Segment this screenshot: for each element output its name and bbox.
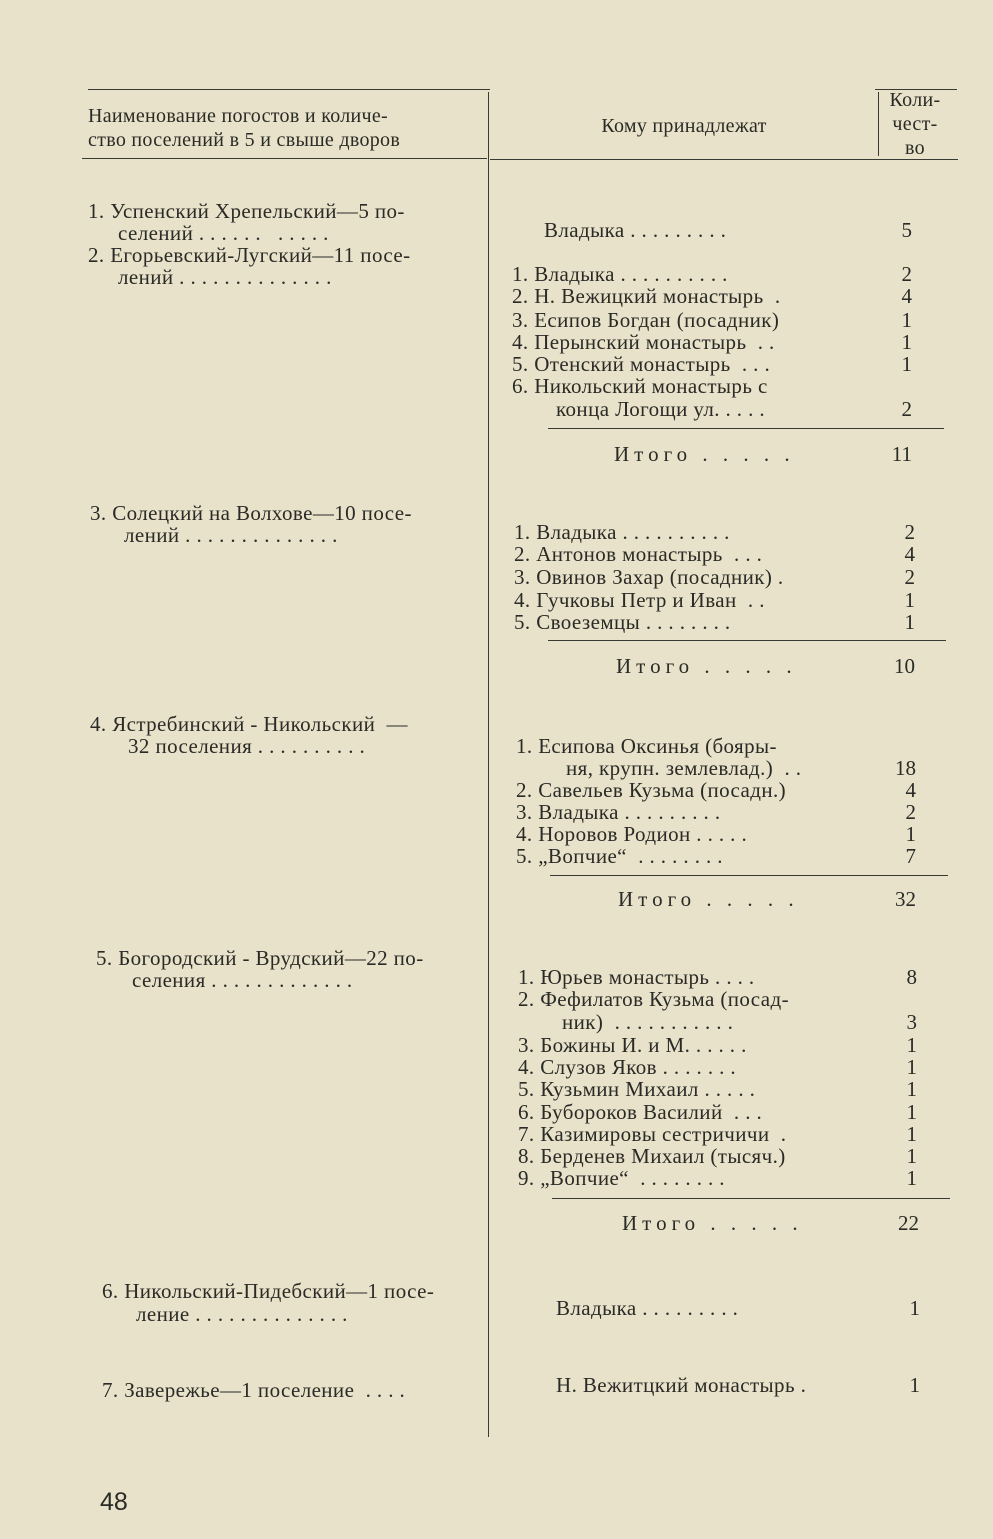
total-3: 10	[894, 654, 915, 678]
count-4-2: 4	[905, 778, 916, 802]
count-2-3: 1	[901, 308, 912, 332]
owner-5-6: 6. Бубороков Василий . . .	[518, 1100, 763, 1124]
total-label-3: Итого . . . . .	[616, 654, 797, 678]
header-col-pogost	[88, 104, 486, 152]
owner-6: Владыка . . . . . . . . .	[556, 1296, 739, 1320]
count-3-4: 1	[904, 588, 915, 612]
count-5-6: 1	[906, 1100, 917, 1124]
page-number: 48	[100, 1488, 128, 1516]
total-label-5: Итого . . . . .	[622, 1211, 803, 1235]
owner-5-8: 8. Берденев Михаил (тысяч.)	[518, 1144, 786, 1168]
owner-4-2: 2. Савельев Кузьма (посадн.)	[516, 778, 787, 802]
owner-5-9: 9. „Вопчие“ . . . . . . . .	[518, 1166, 725, 1190]
pogost-1-line1: 1. Успенский Хрепельский—5 по-	[88, 199, 405, 223]
total-rule-3	[548, 640, 946, 641]
count-5-9: 1	[906, 1166, 917, 1190]
owner-5-2-line1: 2. Фефилатов Кузьма (посад-	[518, 987, 789, 1011]
pogost-3-line1: 3. Солецкий на Волхове—10 посе-	[90, 501, 412, 525]
owner-4-1-line2: ня, крупн. землевлад.) . .	[566, 756, 802, 780]
header-col-count-line3: во	[905, 137, 925, 159]
owner-4-1-line1: 1. Есипова Оксинья (бояры-	[516, 734, 777, 758]
owner-2-3: 3. Есипов Богдан (посадник)	[512, 308, 780, 332]
owner-2-2: 2. Н. Вежицкий монастырь .	[512, 284, 781, 308]
header-col-pogost-line1: Наименование погостов и количе-	[88, 105, 389, 127]
total-label-4: Итого . . . . .	[618, 887, 799, 911]
owner-2-5: 5. Отенский монастырь . . .	[512, 352, 771, 376]
header-col-pogost-line2: ство поселений в 5 и свыше дворов	[88, 129, 401, 151]
header-bottom-rule	[82, 158, 487, 159]
count-6: 1	[909, 1296, 920, 1320]
pogost-2-line2: лений . . . . . . . . . . . . . .	[118, 265, 332, 289]
count-3-2: 4	[904, 542, 915, 566]
column-divider-2	[878, 92, 879, 156]
count-5-3: 1	[906, 1033, 917, 1057]
count-5-2: 3	[906, 1010, 917, 1034]
owner-4-4: 4. Норовов Родион . . . . .	[516, 822, 748, 846]
owner-5-7: 7. Казимировы сестричичи .	[518, 1122, 787, 1146]
pogost-5-line1: 5. Богородский - Врудский—22 по-	[96, 946, 424, 970]
total-rule-2	[548, 428, 944, 429]
pogost-4-line2: 32 поселения . . . . . . . . . .	[128, 734, 366, 758]
header-top-rule	[88, 89, 490, 90]
owner-5-2-line2: ник) . . . . . . . . . . .	[562, 1010, 734, 1034]
owner-3-1: 1. Владыка . . . . . . . . . .	[514, 520, 730, 544]
pogost-6-line2: ление . . . . . . . . . . . . . .	[136, 1302, 348, 1326]
count-5-1: 8	[906, 965, 917, 989]
count-5-8: 1	[906, 1144, 917, 1168]
count-4-1: 18	[895, 756, 916, 780]
count-5-4: 1	[906, 1055, 917, 1079]
header-col-count-line1: Коли-	[889, 89, 941, 111]
total-label-2: Итого . . . . .	[614, 442, 795, 466]
total-5: 22	[898, 1211, 919, 1235]
count-1: 5	[901, 218, 912, 242]
column-divider-1	[488, 92, 489, 1437]
owner-4-5: 5. „Вопчие“ . . . . . . . .	[516, 844, 723, 868]
pogost-7: 7. Заверeжье—1 поселение . . . .	[102, 1378, 406, 1402]
count-3-1: 2	[904, 520, 915, 544]
count-4-4: 1	[905, 822, 916, 846]
pogost-4-line1: 4. Ястребинский - Никольский —	[90, 712, 408, 736]
pogost-2-line1: 2. Егорьевский-Лугский—11 посе-	[88, 243, 411, 267]
header-col-count	[880, 88, 950, 160]
pogost-3-line2: лений . . . . . . . . . . . . . .	[124, 523, 338, 547]
count-2-1: 2	[901, 262, 912, 286]
owner-2-4: 4. Перынский монастырь . .	[512, 330, 775, 354]
pogost-6-line1: 6. Никольский-Пидебский—1 посе-	[102, 1279, 435, 1303]
owner-3-4: 4. Гучковы Петр и Иван . .	[514, 588, 765, 612]
owner-3-2: 2. Антонов монастырь . . .	[514, 542, 763, 566]
count-3-5: 1	[904, 610, 915, 634]
count-4-3: 2	[905, 800, 916, 824]
total-4: 32	[895, 887, 916, 911]
owner-4-3: 3. Владыка . . . . . . . . .	[516, 800, 721, 824]
count-7: 1	[909, 1373, 920, 1397]
owner-2-1: 1. Владыка . . . . . . . . . .	[512, 262, 728, 286]
owner-5-5: 5. Кузьмин Михаил . . . . .	[518, 1077, 756, 1101]
count-3-3: 2	[904, 565, 915, 589]
pogost-1-line2: селений . . . . . . . . . . .	[118, 221, 329, 245]
header-col-count-line2: чест-	[892, 113, 938, 135]
owner-7: Н. Вежитцкий монастырь .	[556, 1373, 807, 1397]
count-2-5: 1	[901, 352, 912, 376]
count-2-2: 4	[901, 284, 912, 308]
count-5-7: 1	[906, 1122, 917, 1146]
owner-5-4: 4. Слузов Яков . . . . . . .	[518, 1055, 737, 1079]
total-rule-4	[550, 875, 948, 876]
count-2-4: 1	[901, 330, 912, 354]
count-4-5: 7	[905, 844, 916, 868]
owner-1: Владыка . . . . . . . . .	[544, 218, 727, 242]
owner-2-6-line2: конца Логощи ул. . . . .	[556, 397, 766, 421]
owner-2-6-line1: 6. Никольский монастырь с	[512, 374, 768, 398]
owner-3-5: 5. Своеземцы . . . . . . . .	[514, 610, 731, 634]
header-col-owner: Кому принадлежат	[601, 115, 767, 137]
owner-5-3: 3. Божины И. и М. . . . . .	[518, 1033, 747, 1057]
owner-3-3: 3. Овинов Захар (посадник) .	[514, 565, 784, 589]
count-2-6: 2	[901, 397, 912, 421]
owner-5-1: 1. Юрьев монастырь . . . .	[518, 965, 755, 989]
total-2: 11	[891, 442, 912, 466]
total-rule-5	[552, 1198, 950, 1199]
pogost-5-line2: селения . . . . . . . . . . . . .	[132, 968, 353, 992]
count-5-5: 1	[906, 1077, 917, 1101]
